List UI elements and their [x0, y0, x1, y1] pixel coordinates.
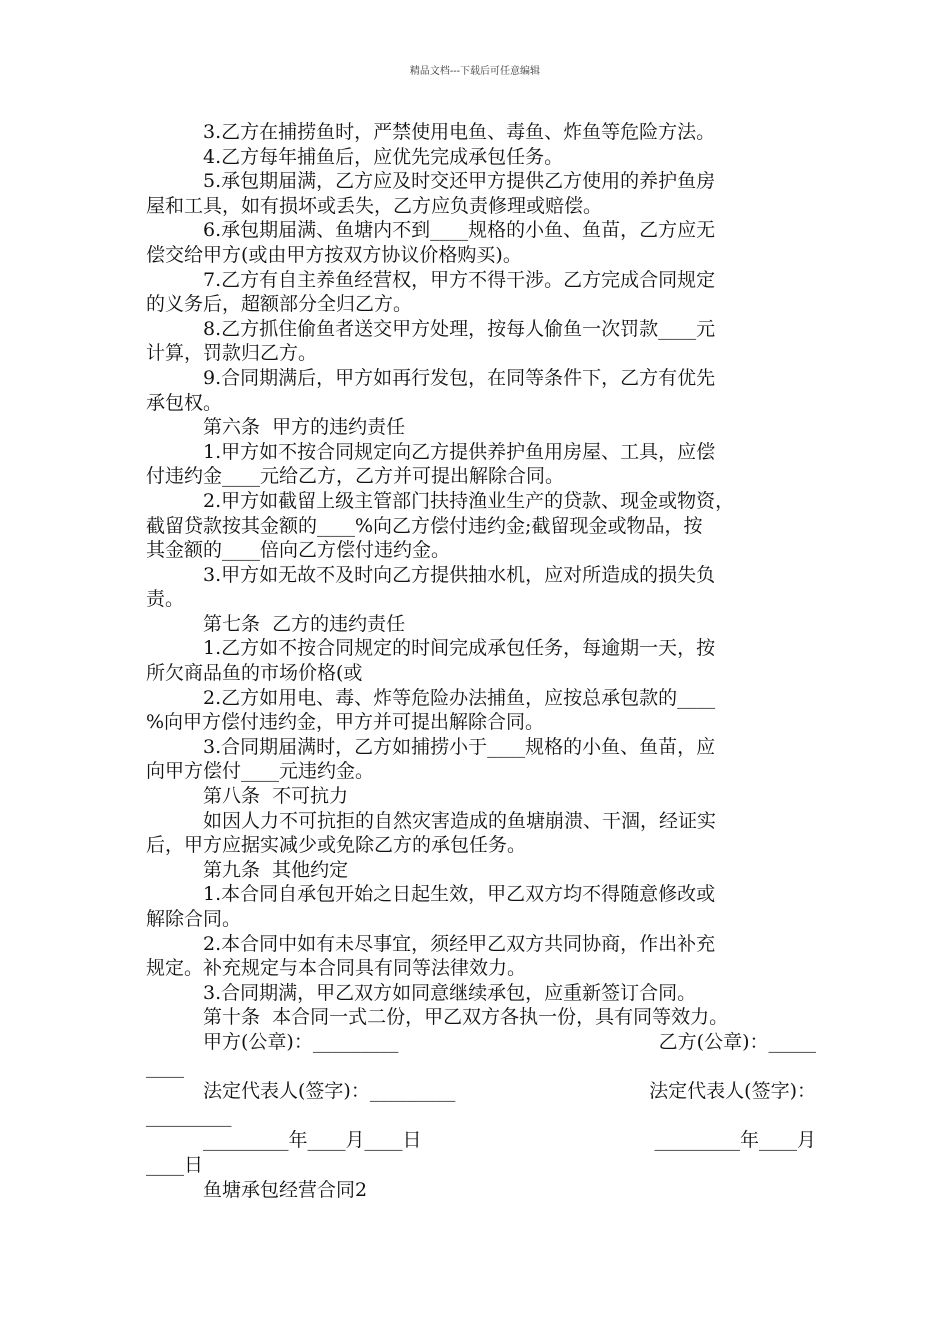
- rep-b-continued: _________: [146, 1104, 232, 1127]
- paragraph-line: 3.甲方如无故不及时向乙方提供抽水机，应对所造成的损失负: [203, 563, 716, 586]
- paragraph-line: 截留贷款按其金额的____%向乙方偿付违约金;截留现金或物品，按: [146, 514, 703, 537]
- paragraph-line: 3.乙方在捕捞鱼时，严禁使用电鱼、毒鱼、炸鱼等危险方法。: [203, 121, 716, 143]
- paragraph-line: 第九条 其他约定: [203, 858, 349, 881]
- party-b-seal-continued: ____: [146, 1055, 184, 1078]
- paragraph-line: 3.合同期届满时，乙方如捕捞小于____规格的小鱼、鱼苗，应: [203, 735, 716, 758]
- paragraph-line: 后，甲方应据实减少或免除乙方的承包任务。: [146, 834, 527, 857]
- seal-line: [146, 1030, 816, 1055]
- paragraph-line: 9.合同期满后，甲方如再行发包，在同等条件下，乙方有优先: [203, 366, 716, 389]
- paragraph-line: 1.本合同自承包开始之日起生效，甲乙双方均不得随意修改或: [203, 883, 716, 906]
- next-contract-title: 鱼塘承包经营合同2: [203, 1178, 368, 1201]
- paragraph-line: 2.甲方如截留上级主管部门扶持渔业生产的贷款、现金或物资，: [203, 489, 735, 512]
- date-b: _________年____月: [654, 1129, 816, 1152]
- paragraph-line: 2.乙方如用电、毒、炸等危险办法捕鱼，应按总承包款的____: [203, 686, 716, 709]
- paragraph-line: 第十条 本合同一式二份，甲乙双方各执一份，具有同等效力。: [203, 1006, 729, 1029]
- party-b-seal: 乙方(公章)：_____: [658, 1030, 816, 1053]
- paragraph-line: 屋和工具，如有损坏或丢失，乙方应负责修理或赔偿。: [146, 194, 603, 217]
- paragraph-line: 第八条 不可抗力: [203, 785, 349, 808]
- date-b-continued: ____日: [146, 1153, 204, 1176]
- paragraph-line: 的义务后，超额部分全归乙方。: [146, 293, 413, 316]
- date-a: _________年____月____日: [203, 1129, 422, 1152]
- date-line: [146, 1128, 816, 1153]
- page-header: 精品文档---下载后可任意编辑: [409, 66, 541, 77]
- paragraph-line: 规定。补充规定与本合同具有同等法律效力。: [146, 957, 527, 980]
- paragraph-line: 责。: [146, 588, 185, 611]
- contract-body: [146, 120, 816, 1202]
- paragraph-line: 4.乙方每年捕鱼后，应优先完成承包任务。: [203, 145, 564, 168]
- paragraph-line: 如因人力不可抗拒的自然灾害造成的鱼塘崩溃、干涸，经证实: [203, 809, 717, 832]
- paragraph-line: 计算，罚款归乙方。: [146, 342, 318, 365]
- paragraph-line: 其金额的____倍向乙方偿付违约金。: [146, 539, 451, 562]
- paragraph-line: 1.乙方如不按合同规定的时间完成承包任务，每逾期一天，按: [203, 637, 716, 660]
- paragraph-line: 2.本合同中如有未尽事宜，须经甲乙双方共同协商，作出补充: [203, 932, 716, 955]
- rep-a: 法定代表人(签字)：_________: [203, 1080, 456, 1103]
- paragraph-line: 6.承包期届满、鱼塘内不到____规格的小鱼、鱼苗，乙方应无: [203, 219, 716, 242]
- paragraph-line: 付违约金____元给乙方，乙方并可提出解除合同。: [146, 465, 565, 488]
- paragraph-line: 3.合同期满，甲乙双方如同意继续承包，应重新签订合同。: [203, 981, 697, 1004]
- paragraph-line: 向甲方偿付____元违约金。: [146, 760, 375, 783]
- paragraph-line: 所欠商品鱼的市场价格(或: [146, 662, 363, 685]
- paragraph-line: 第六条 甲方的违约责任: [203, 416, 406, 439]
- paragraph-line: 第七条 乙方的违约责任: [203, 612, 406, 635]
- paragraph-line: 5.承包期届满，乙方应及时交还甲方提供乙方使用的养护鱼房: [203, 170, 716, 193]
- paragraph-line: 1.甲方如不按合同规定向乙方提供养护鱼用房屋、工具，应偿: [203, 440, 716, 463]
- representative-line: [146, 1079, 816, 1104]
- paragraph-line: 解除合同。: [146, 908, 242, 930]
- paragraph-line: %向甲方偿付违约金，甲方并可提出解除合同。: [146, 711, 545, 734]
- paragraph-line: 8.乙方抓住偷鱼者送交甲方处理，按每人偷鱼一次罚款____元: [203, 317, 716, 340]
- paragraph-line: 7.乙方有自主养鱼经营权，甲方不得干涉。乙方完成合同规定: [203, 268, 716, 291]
- paragraph-line: 偿交给甲方(或由甲方按双方协议价格购买)。: [146, 243, 522, 266]
- contract-text: [146, 120, 816, 1030]
- paragraph-line: 承包权。: [146, 391, 223, 414]
- rep-b: 法定代表人(签字)：: [649, 1080, 816, 1103]
- party-a-seal: 甲方(公章)：_________: [203, 1030, 399, 1053]
